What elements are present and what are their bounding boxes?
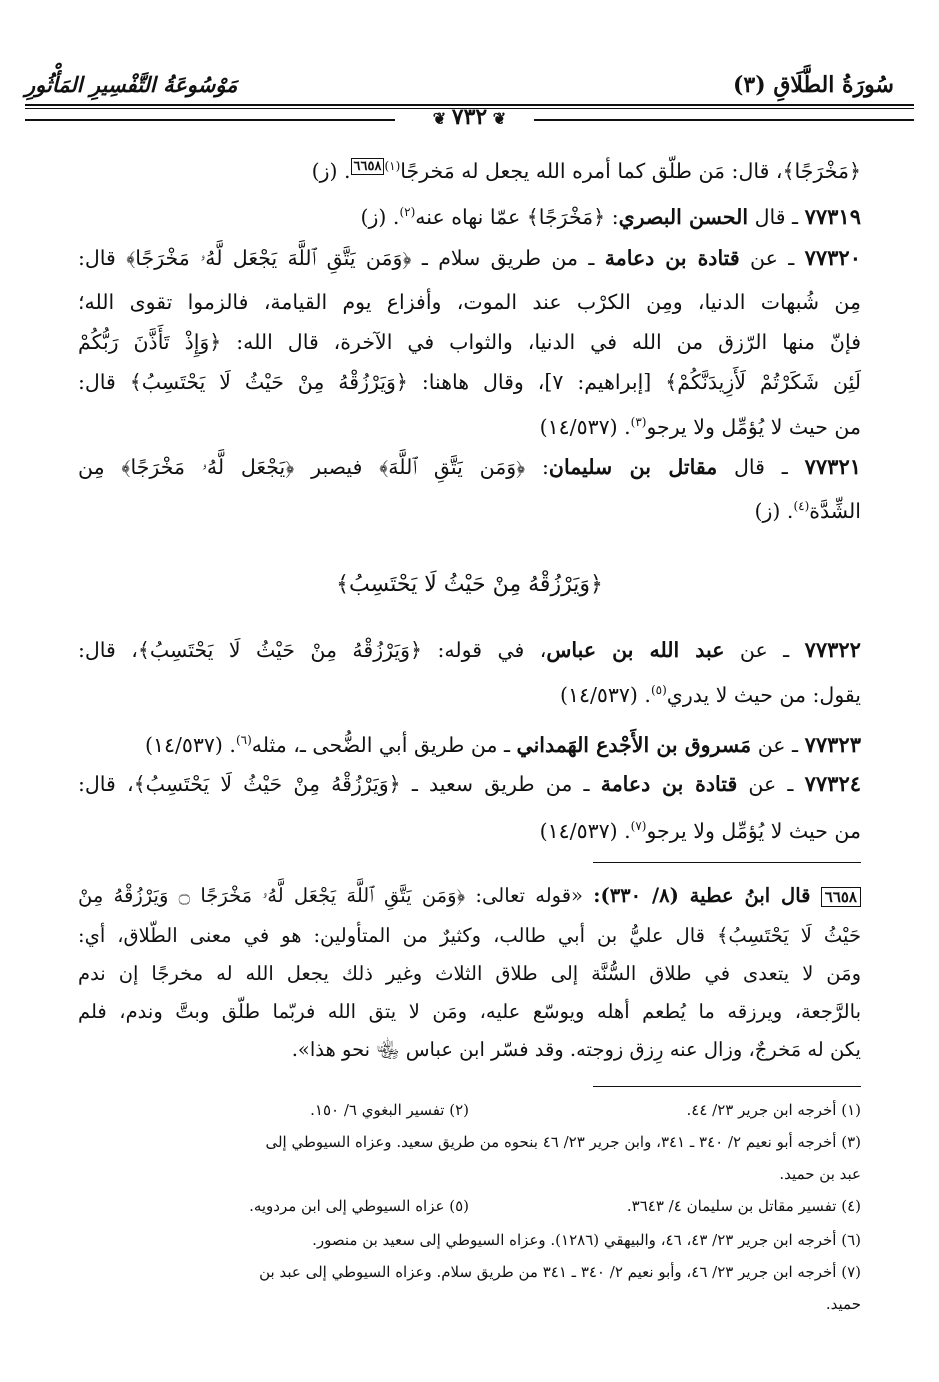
narration-77321: ٧٧٣٢١ ـ قال مقاتل بن سليمان: ﴿وَمَن يَتَّقِ ٱللَّهَ﴾ فيصبر ﴿يَجْعَل لَّهُۥ مَخْرَجًا﴾ مِن bbox=[78, 454, 862, 479]
narrator-name: مَسروق بن الأَجْدع الهَمداني bbox=[516, 732, 752, 757]
book-title: مَوْسُوعَةُ التَّفْسِيرِ المَأْثُورِ bbox=[25, 72, 238, 97]
narrator-name: قتادة بن دعامة bbox=[600, 772, 738, 796]
narrator-name: الحسن البصري bbox=[618, 204, 749, 229]
footnote-4: (٤) تفسير مقاتل بن سليمان ٤/ ٣٦٤٣. bbox=[626, 1197, 861, 1215]
commentary-line: يكن له مَخرجٌ، وزال عنه رِزق زوجته. وقد فسّر ابن عباس ﵄ نحو هذا». bbox=[291, 1038, 861, 1061]
surah-title: سُورَةُ الطَّلَاقِ (٣) bbox=[733, 72, 894, 98]
text-line: من حيث لا يُؤمِّل ولا يرجو$^{(٣)}$. (١٤/٥٣٧) bbox=[539, 414, 861, 439]
narration-number: ٧٧٣٢٠ bbox=[804, 245, 861, 270]
narration-77323: ٧٧٣٢٣ ـ عن مَسروق بن الأَجْدع الهَمداني ـ من طريق أبي الضُّحى ـ، مثله$^{(٦)}$. (١٤/٥٣٧) bbox=[144, 731, 861, 757]
footnote-row bbox=[78, 1192, 861, 1220]
footnote-7: (٧) أخرجه ابن جرير ٢٣/ ٤٦، وأبو نعيم ٢/ ٣٤٠ ـ ٣٤١ من طريق سلام. وعزاه السيوطي إلى عبد بن bbox=[259, 1263, 861, 1281]
narration-77320: ٧٧٣٢٠ ـ عن قتادة بن دعامة ـ من طريق سلام ـ ﴿وَمَن يَتَّقِ ٱللَّهَ يَجْعَل لَّهُۥ مَخْرَجًا﴾ قال: bbox=[78, 245, 861, 270]
narration-77319: ٧٧٣١٩ ـ قال الحسن البصري: ﴿مَخْرَجًا﴾ عمّا نهاه عنه$^{(٢)}$. (ز) bbox=[360, 203, 861, 229]
commentary-box: ٦٦٥٨ bbox=[821, 887, 861, 907]
text-line: من حيث لا يُؤمِّل ولا يرجو$^{(٧)}$. (١٤/٥٣٧) bbox=[539, 818, 861, 843]
narration-number: ٧٧٣١٩ bbox=[804, 203, 861, 229]
text-line: لَئِن شَكَرْتُمْ لَأَزِيدَنَّكُمْ﴾ [إبراهيم: ٧]، وقال هاهنا: ﴿وَيَرْزُقْهُ مِنْ حَيْثُ لَا يَحْتَسِبُ﴾ قال: bbox=[78, 370, 862, 394]
footnote-5: (٥) عزاه السيوطي إلى ابن مردويه. bbox=[249, 1197, 469, 1215]
narration-77324: ٧٧٣٢٤ ـ عن قتادة بن دعامة ـ من طريق سعيد ـ ﴿وَيَرْزُقْهُ مِنْ حَيْثُ لَا يَحْتَسِبُ﴾، قال: bbox=[78, 771, 862, 796]
text-line: الشِّدَّة$^{(٤)}$. (ز) bbox=[754, 498, 861, 523]
footnote-separator bbox=[593, 1086, 861, 1087]
ornament-icon: ❦ bbox=[487, 109, 507, 128]
commentary-line: بالرَّجعة، ويرزقه ما يُطعم أهله ويوسّع عليه، ومَن لا يتق الله فربّما طلّق وبتَّ وندم، فلم bbox=[78, 1000, 861, 1023]
commentary-ref-box[interactable]: ٦٦٥٨ bbox=[351, 158, 385, 175]
footnote-3-cont: عبد بن حميد. bbox=[779, 1165, 861, 1183]
narration-77322: ٧٧٣٢٢ ـ عن عبد الله بن عباس، في قوله: ﴿وَيَرْزُقْهُ مِنْ حَيْثُ لَا يَحْتَسِبُ﴾، قال: bbox=[78, 637, 861, 662]
page-number: ❦ ٧٣٢ ❦ bbox=[432, 104, 507, 130]
narrator-name: قتادة بن دعامة bbox=[604, 246, 740, 270]
narrator-name: مقاتل بن سليمان bbox=[548, 455, 718, 479]
ornament-icon: ❦ bbox=[432, 109, 452, 128]
narration-number: ٧٧٣٢٣ bbox=[804, 731, 861, 757]
verse-heading: ﴿وَيَرْزُقْهُ مِنْ حَيْثُ لَا يَحْتَسِبُ﴾ bbox=[336, 572, 603, 597]
footnote-1: (١) أخرجه ابن جرير ٢٣/ ٤٤. bbox=[686, 1101, 861, 1119]
footnote-row bbox=[78, 1096, 861, 1124]
text-line: فإنّ منها الرّزق من الله في الدنيا، والثواب في الآخرة، قال الله: ﴿وَإِذْ تَأَذَّنَ رَبُّكُمْ bbox=[78, 330, 861, 354]
text-line: يقول: من حيث لا يدري$^{(٥)}$. (١٤/٥٣٧) bbox=[559, 682, 861, 707]
footnote-2: (٢) تفسير البغوي ٦/ ١٥٠. bbox=[310, 1101, 469, 1119]
narration-number: ٧٧٣٢١ bbox=[804, 454, 862, 479]
commentary-line: حَيْثُ لَا يَحْتَسِبُ﴾ قال عليُّ بن أبي طالب، وكثيرٌ من المتأولين: هو في معنى الطّلاق، أي: bbox=[78, 924, 861, 947]
text-line: ﴿مَخْرَجًا﴾، قال: مَن طلّق كما أمره الله يجعل له مَخرجًا$^{(١)٦٦٥٨}$. (ز) bbox=[311, 158, 861, 183]
footnote-6: (٦) أخرجه ابن جرير ٢٣/ ٤٣، ٤٦، والبيهقي (١٢٨٦). وعزاه السيوطي إلى سعيد بن منصور. bbox=[312, 1231, 861, 1249]
footnote-3: (٣) أخرجه أبو نعيم ٢/ ٣٤٠ ـ ٣٤١، وابن جرير ٢٣/ ٤٦ بنحوه من طريق سعيد. وعزاه السيوطي إلى bbox=[265, 1133, 861, 1151]
narrator-name: عبد الله بن عباس bbox=[546, 638, 725, 662]
narration-number: ٧٧٣٢٤ bbox=[804, 771, 862, 796]
commentator-name: قال ابنُ عطية (٨/ ٣٣٠): bbox=[593, 884, 811, 907]
commentary-separator bbox=[593, 862, 861, 863]
footnote-7-cont: حميد. bbox=[825, 1295, 861, 1313]
narration-number: ٧٧٣٢٢ bbox=[804, 637, 861, 662]
commentary-line: ومَن لا يتعدى في طلاق السُّنَّة إلى طلاق الثلاث وغير ذلك يجعل الله له مخرجًا إن ندم bbox=[78, 962, 861, 985]
text-line: مِن شُبهات الدنيا، ومِن الكرْب عند الموت، وأفزاع يوم القيامة، فالزموا تقوى الله؛ bbox=[78, 290, 861, 314]
commentary-line: ٦٦٥٨ قال ابنُ عطية (٨/ ٣٣٠): «قوله تعالى: ﴿وَمَن يَتَّقِ ٱللَّهَ يَجْعَل لَّهُۥ مَخْرَجًا ۝ وَيَرْزُقْهُ مِنْ bbox=[78, 880, 861, 913]
